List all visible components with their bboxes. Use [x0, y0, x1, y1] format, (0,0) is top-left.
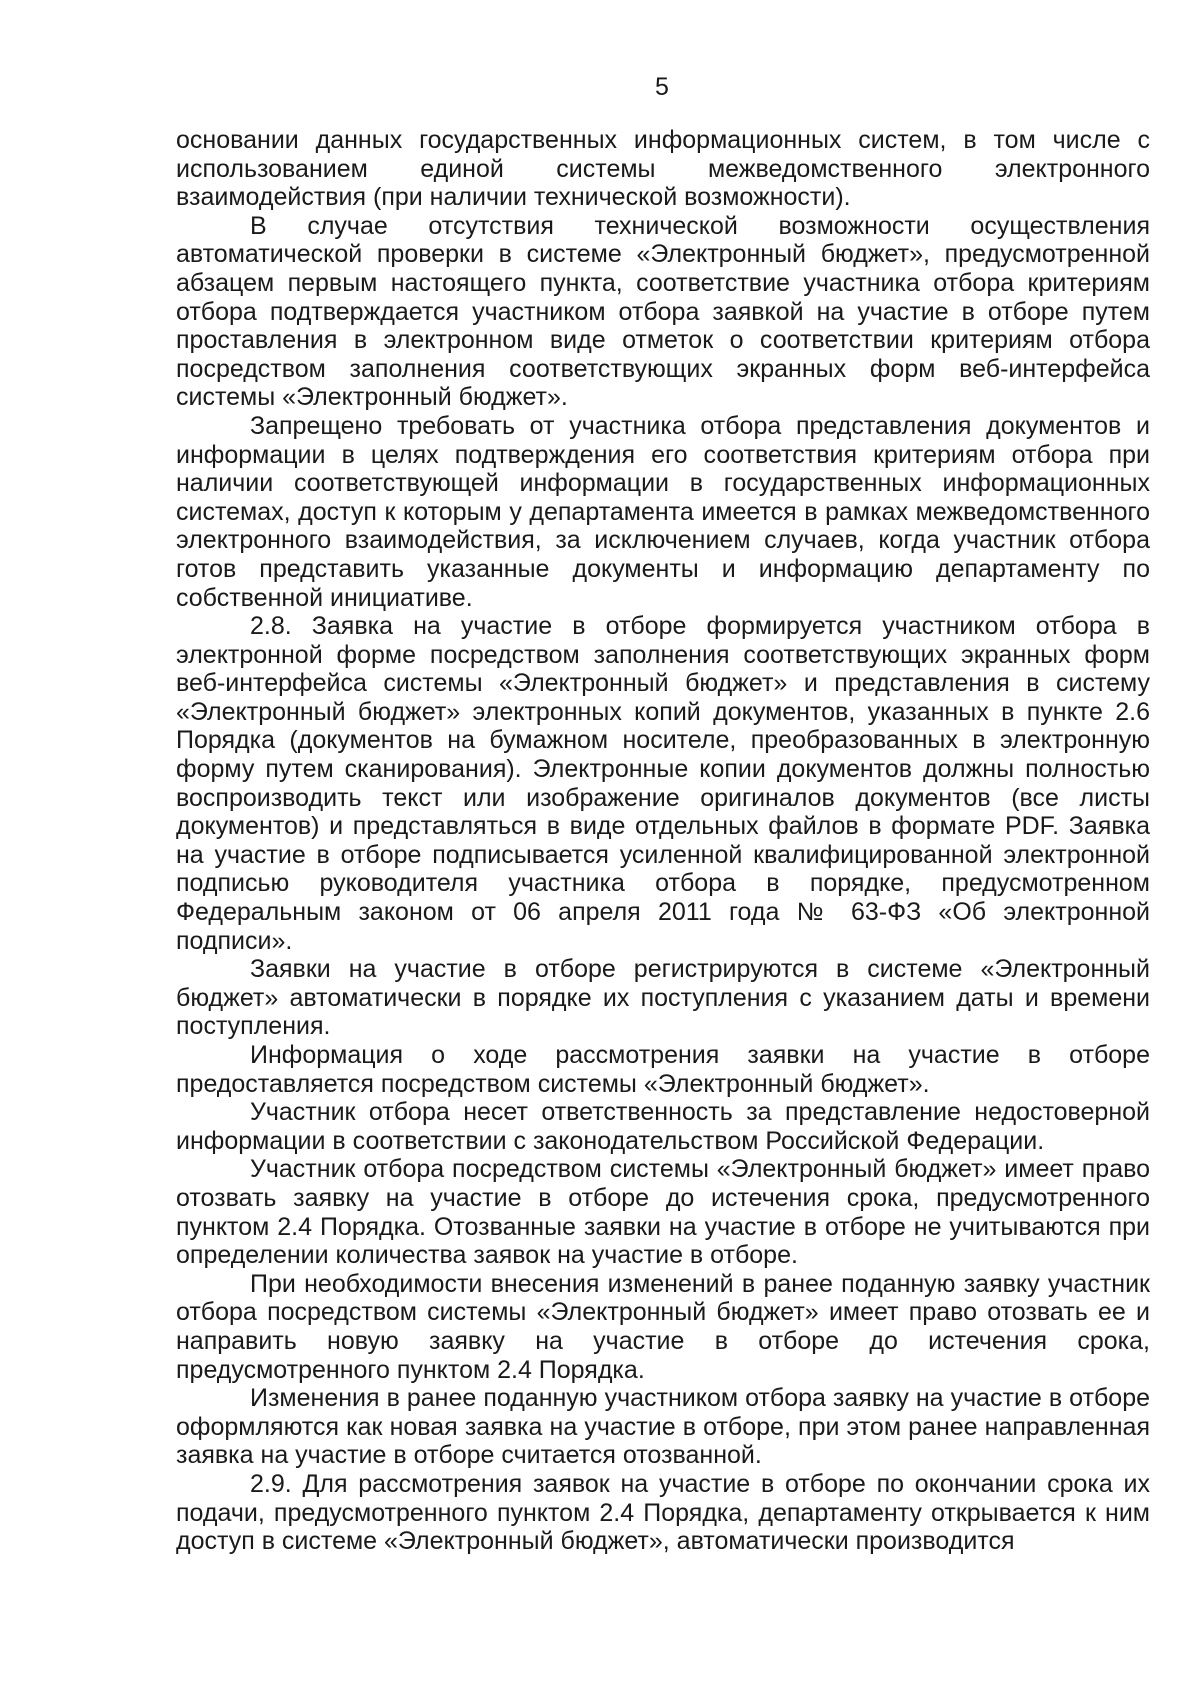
paragraph-withdrawal: Участник отбора посредством системы «Электронный бюджет» имеет право отозвать заявку на участие в отборе до истечения срока, предусмотренного пунктом 2.4 Порядка. Отозванные заявки на участие в отборе не учитываются при определении количества заявок на участие в отборе. — [176, 1155, 1150, 1270]
paragraph-continuation: основании данных государственных информационных систем, в том числе с использованием единой системы межведомственного электронного взаимодействия (при наличии технической возможности). — [176, 126, 1150, 212]
paragraph-review-info: Информация о ходе рассмотрения заявки на участие в отборе предоставляется посредством системы «Электронный бюджет». — [176, 1041, 1150, 1098]
paragraph-new-application: Изменения в ранее поданную участником отбора заявку на участие в отборе оформляются как новая заявка на участие в отборе, при этом ранее направленная заявка на участие в отборе считается отозванной. — [176, 1384, 1150, 1470]
paragraph-2-8: 2.8. Заявка на участие в отборе формируется участником отбора в электронной форме посредством заполнения соответствующих экранных форм веб-интерфейса системы «Электронный бюджет» и представления в систему «Электронный бюджет» электронных копий документов, указанных в пункте 2.6 Порядка (документов на бумажном носителе, преобразованных в электронную форму путем сканирования). Электронные копии документов должны полностью воспроизводить текст или изображение оригиналов документов (все листы документов) и представляться в виде отдельных файлов в формате PDF. Заявка на участие в отборе подписывается усиленной квалифицированной электронной подписью руководителя участника отбора в порядке, предусмотренном Федеральным законом от 06 апреля 2011 года № 63-ФЗ «Об электронной подписи». — [176, 612, 1150, 955]
paragraph-no-tech-capability: В случае отсутствия технической возможности осуществления автоматической проверки в системе «Электронный бюджет», предусмотренной абзацем первым настоящего пункта, соответствие участника отбора критериям отбора подтверждается участником отбора заявкой на участие в отборе путем проставления в электронном виде отметок о соответствии критериям отбора посредством заполнения соответствующих экранных форм веб-интерфейса системы «Электронный бюджет». — [176, 211, 1150, 412]
page-number: 5 — [655, 73, 669, 101]
document-body — [176, 126, 1150, 1556]
paragraph-registration: Заявки на участие в отборе регистрируются в системе «Электронный бюджет» автоматически в порядке их поступления с указанием даты и времени поступления. — [176, 955, 1150, 1041]
paragraph-2-9: 2.9. Для рассмотрения заявок на участие в отборе по окончании срока их подачи, предусмотренного пунктом 2.4 Порядка, департаменту открывается к ним доступ в системе «Электронный бюджет», автоматически производится — [176, 1469, 1150, 1556]
paragraph-responsibility: Участник отбора несет ответственность за представление недостоверной информации в соответствии с законодательством Российской Федерации. — [176, 1098, 1150, 1155]
paragraph-prohibition: Запрещено требовать от участника отбора представления документов и информации в целях подтверждения его соответствия критериям отбора при наличии соответствующей информации в государственных информационных системах, доступ к которым у департамента имеется в рамках межведомственного электронного взаимодействия, за исключением случаев, когда участник отбора готов представить указанные документы и информацию департаменту по собственной инициативе. — [176, 411, 1150, 612]
paragraph-changes: При необходимости внесения изменений в ранее поданную заявку участник отбора посредством системы «Электронный бюджет» имеет право отозвать ее и направить новую заявку на участие в отборе до истечения срока, предусмотренного пунктом 2.4 Порядка. — [176, 1269, 1150, 1384]
